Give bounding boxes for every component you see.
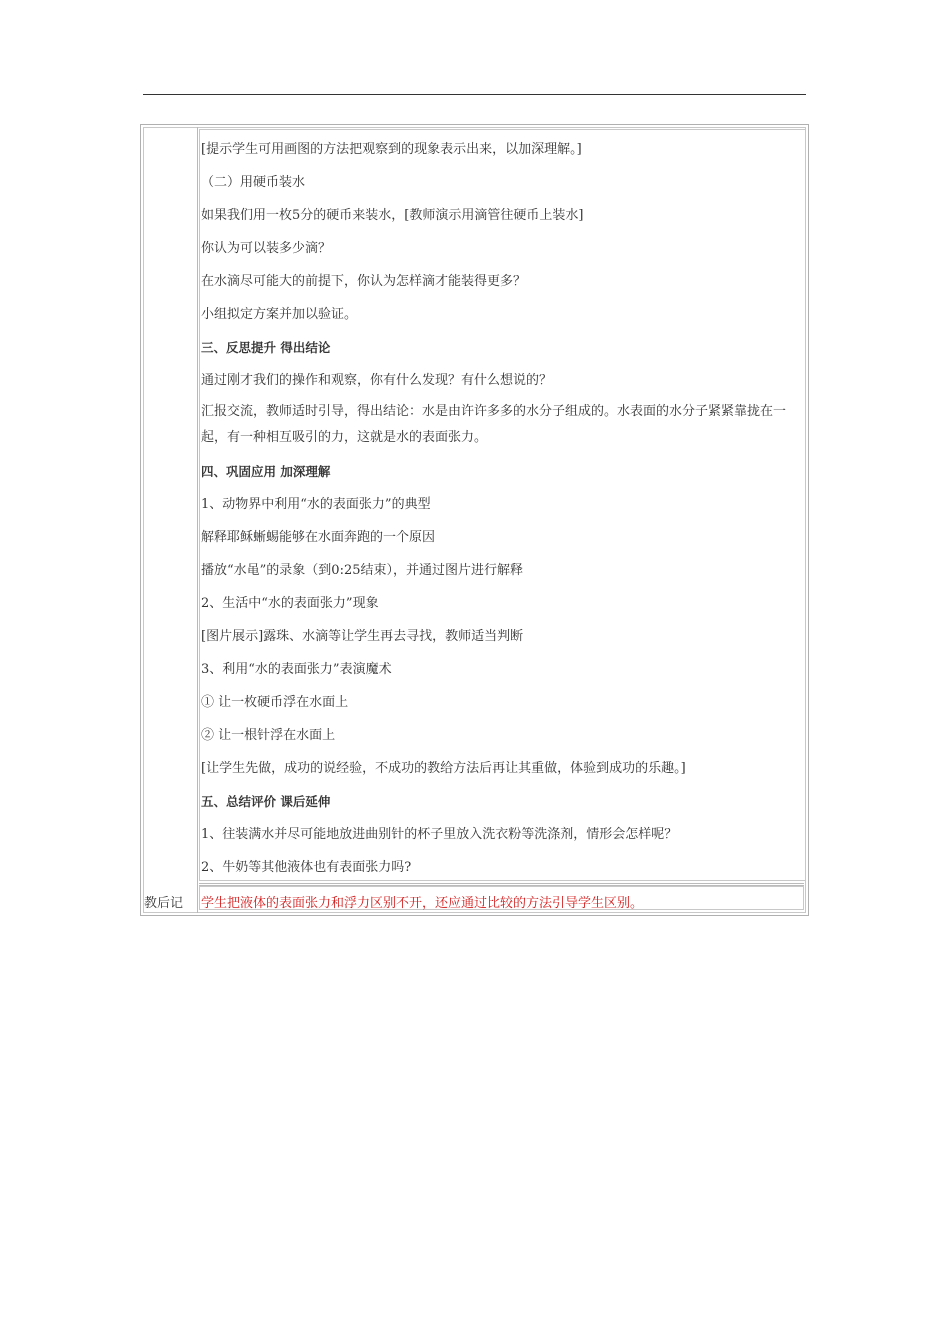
- section-heading: 五、总结评价 课后延伸: [201, 794, 331, 809]
- text-line: 小组拟定方案并加以验证。: [201, 307, 358, 322]
- text-line: 2、生活中“水的表面张力”现象: [201, 596, 379, 611]
- text-line: 2、牛奶等其他液体也有表面张力吗?: [201, 860, 412, 875]
- section-heading: 三、反思提升 得出结论: [201, 340, 331, 355]
- conclusion-paragraph: 汇报交流，教师适时引导，得出结论：水是由许许多多的水分子组成的。水表面的水分子紧紧靠拢在一起，有一种相互吸引的力，这就是水的表面张力。: [201, 404, 787, 445]
- reflection-row: [141, 886, 808, 913]
- text-line: 你认为可以装多少滴？: [201, 241, 332, 256]
- reflection-label: 教后记: [144, 896, 184, 911]
- reflection-text: 学生把液体的表面张力和浮力区别不开，还应通过比较的方法引导学生区别。: [201, 896, 644, 911]
- text-line: 播放“水黾”的录象（到0:25结束），并通过图片进行解释: [201, 563, 523, 578]
- text-line: 通过刚才我们的操作和观察，你有什么发现？有什么想说的？: [201, 373, 553, 388]
- text-line: [图片展示]露珠、水滴等让学生再去寻找，教师适当判断: [201, 629, 524, 644]
- section-heading: 四、巩固应用 加深理解: [201, 464, 331, 479]
- text-line: ② 让一根针浮在水面上: [201, 728, 336, 743]
- subsection-title: （二）用硬币装水: [201, 175, 306, 190]
- lesson-table: [140, 124, 809, 916]
- text-line: 1、动物界中利用“水的表面张力”的典型: [201, 497, 431, 512]
- left-column-divider: [197, 127, 198, 913]
- text-line: [让学生先做，成功的说经验，不成功的教给方法后再让其重做，体验到成功的乐趣。]: [201, 761, 686, 776]
- text-line: 3、利用“水的表面张力”表演魔术: [201, 662, 392, 677]
- text-line: 1、往装满水并尽可能地放进曲别针的杯子里放入洗衣粉等洗涤剂，情形会怎样呢？: [201, 827, 678, 842]
- hint-line: [提示学生可用画图的方法把观察到的现象表示出来，以加深理解。]: [201, 142, 582, 157]
- header-rule: [143, 94, 806, 95]
- text-line: ① 让一枚硬币浮在水面上: [201, 695, 349, 710]
- text-line: 解释耶稣蜥蜴能够在水面奔跑的一个原因: [201, 530, 436, 545]
- reflection-cell: [199, 886, 804, 910]
- text-line: 在水滴尽可能大的前提下，你认为怎样滴才能装得更多？: [201, 274, 527, 289]
- text-line: 如果我们用一枚5分的硬币来装水，[教师演示用滴管往硬币上装水]: [201, 208, 584, 223]
